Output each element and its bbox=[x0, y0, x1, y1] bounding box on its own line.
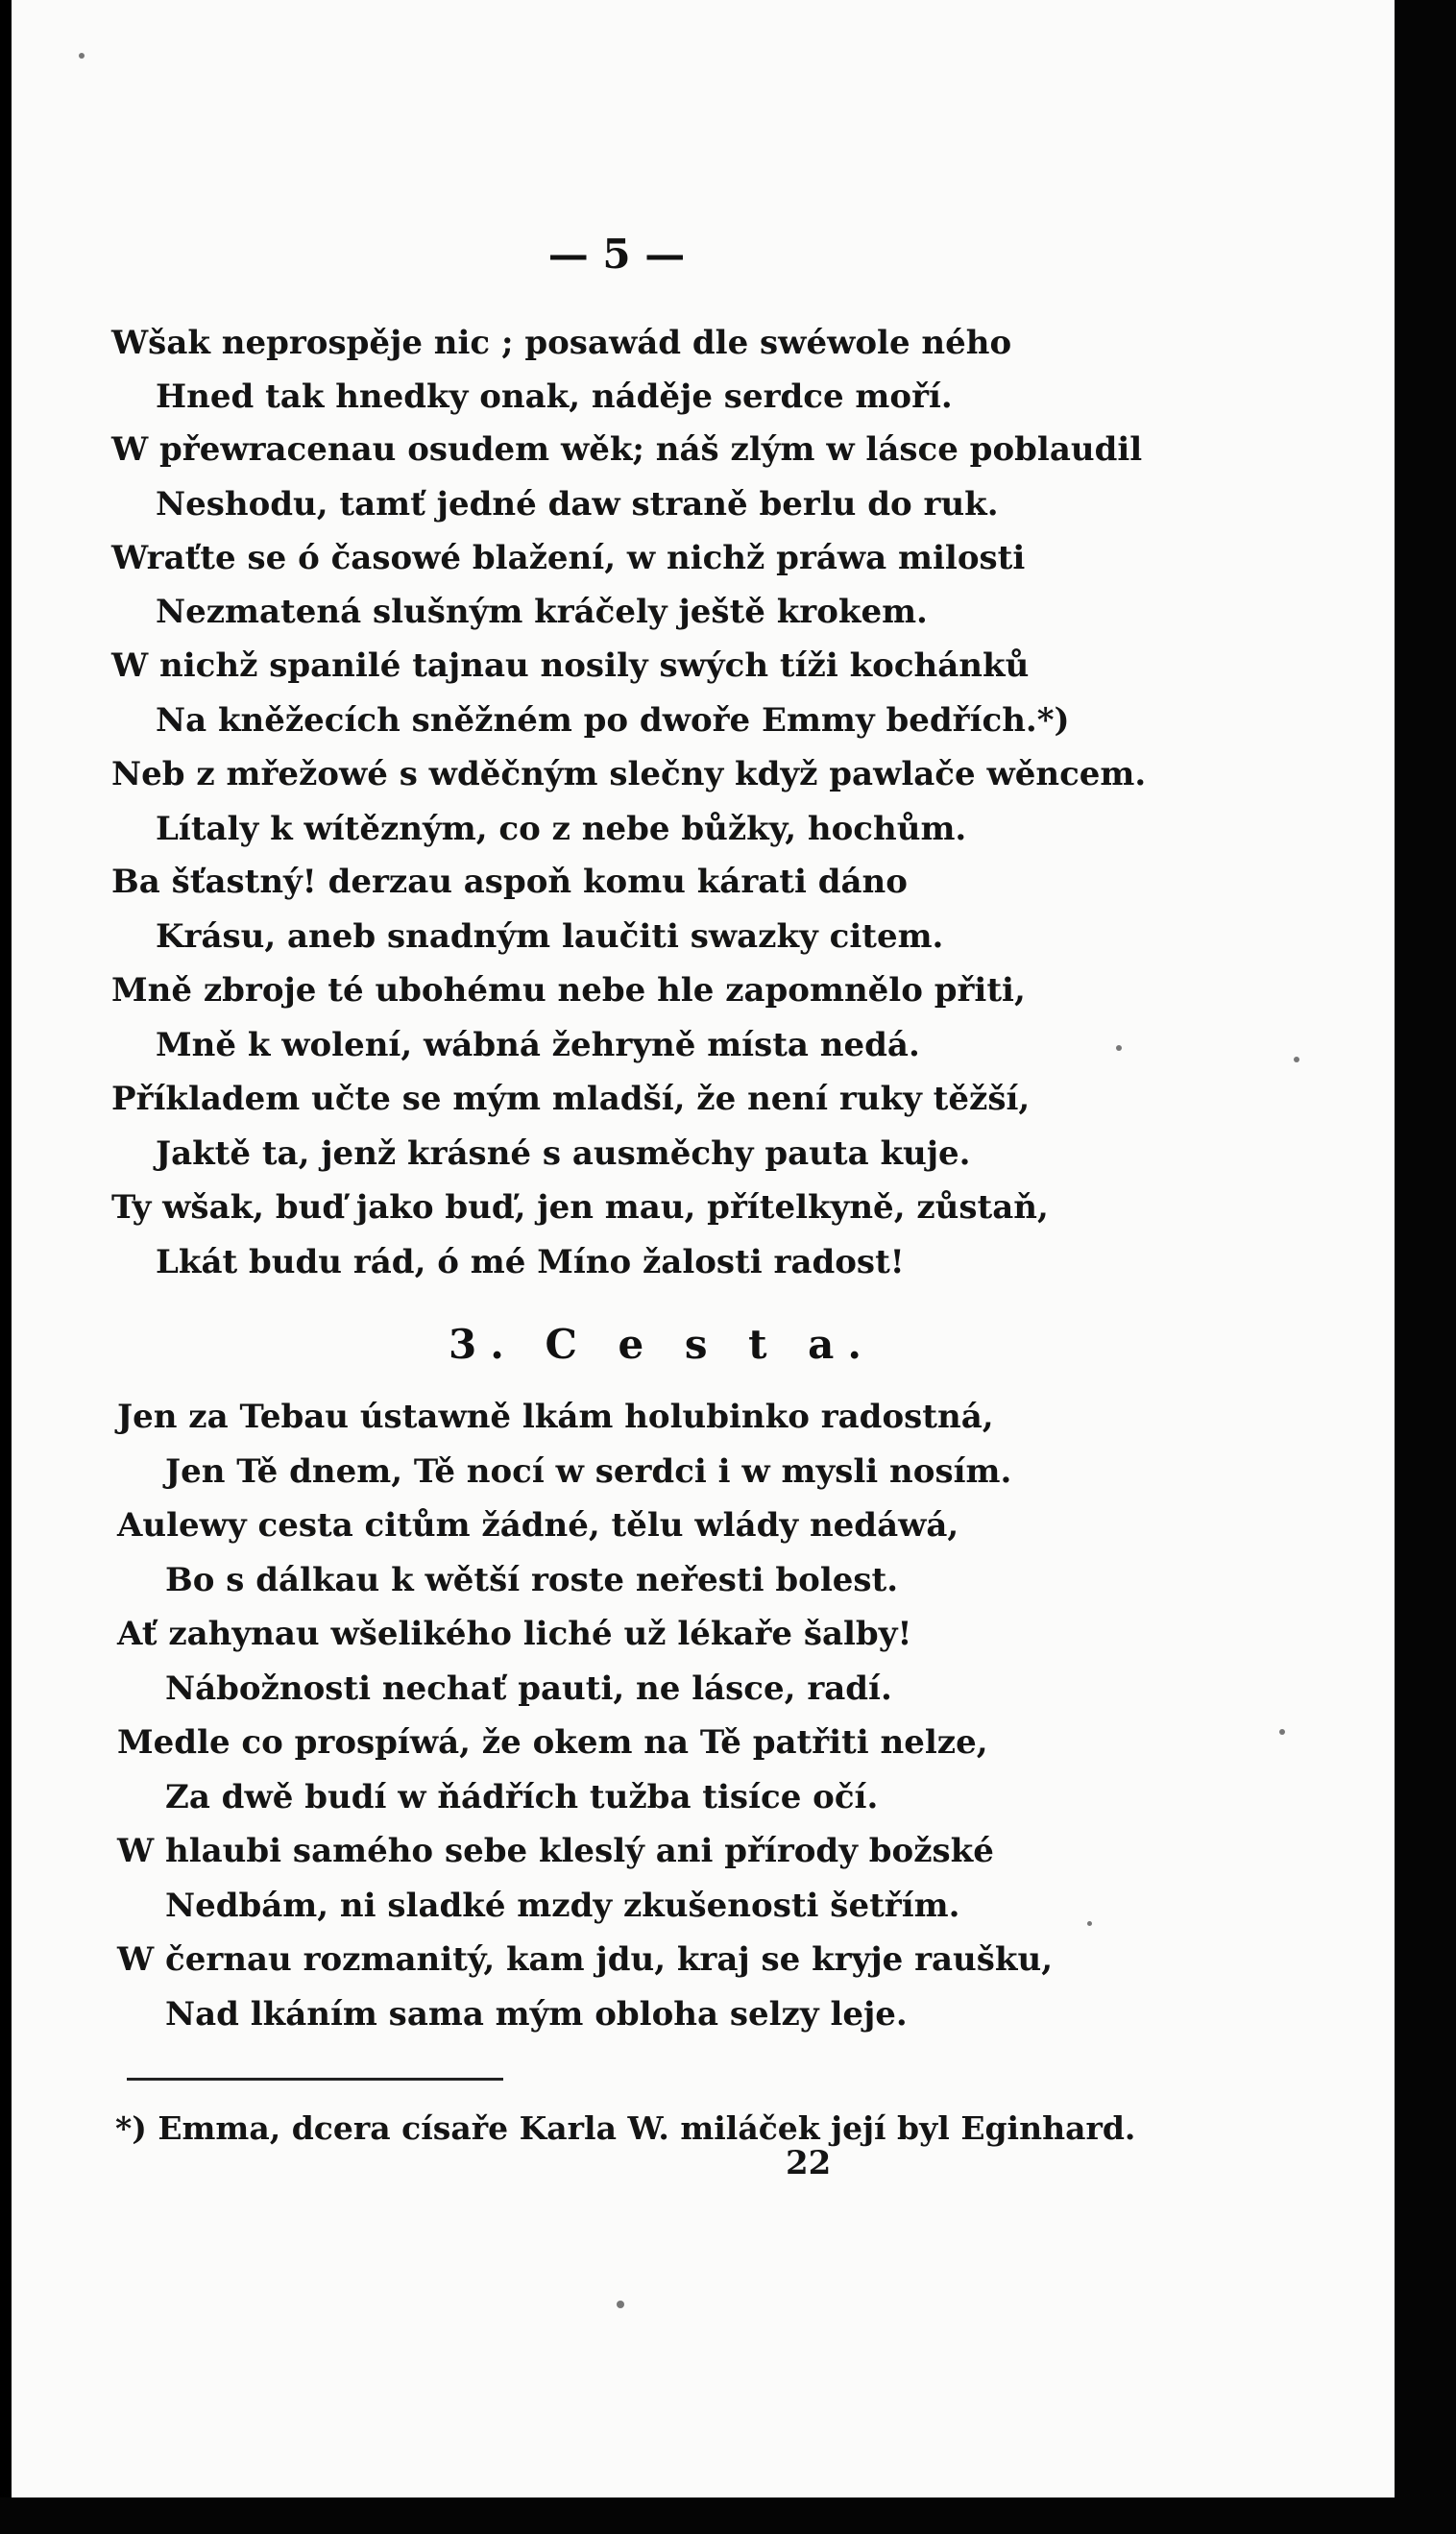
poem-line: Nábožnosti nechať pauti, ne lásce, radí. bbox=[165, 1669, 892, 1708]
poem-line: Medle co prospíwá, že okem na Tě patřiti nelze, bbox=[117, 1723, 988, 1762]
page-speck bbox=[1294, 1057, 1299, 1062]
poem-line: Neshodu, tamť jedné daw straně berlu do ruk. bbox=[156, 485, 999, 524]
poem-line: Za dwě budí w ňádřích tužba tisíce očí. bbox=[165, 1778, 879, 1816]
poem-line: Ať zahynau wšelikého liché už lékaře šalby! bbox=[117, 1615, 912, 1653]
page-edge bbox=[1395, 0, 1456, 2534]
poem-line: Ty wšak, buď jako buď, jen mau, přítelkyně, zůstaň, bbox=[111, 1188, 1049, 1227]
section-heading: 3. C e s t a. bbox=[449, 1321, 875, 1368]
poem-line: Krásu, aneb snadným laučiti swazky citem. bbox=[156, 917, 944, 956]
poem-line: Wraťte se ó časowé blažení, w nichž práwa milosti bbox=[111, 539, 1026, 577]
page-speck bbox=[79, 53, 85, 59]
page-speck bbox=[1116, 1045, 1122, 1051]
poem-line: Jen Tě dnem, Tě nocí w serdci i w mysli nosím. bbox=[165, 1452, 1012, 1491]
poem-line: Hned tak hnedky onak, náděje serdce moří. bbox=[156, 378, 953, 416]
poem-line: Příkladem učte se mým mladší, že není ruky těžší, bbox=[111, 1080, 1031, 1118]
poem-line: Nad lkáním sama mým obloha selzy leje. bbox=[165, 1995, 908, 2034]
poem-line: W hlaubi samého sebe kleslý ani přírody božské bbox=[117, 1832, 994, 1870]
poem-line: Nedbám, ni sladké mzdy zkušenosti šetřím. bbox=[165, 1887, 960, 1925]
footnote: *) Emma, dcera císaře Karla W. miláček její byl Eginhard. bbox=[115, 2109, 1136, 2147]
poem-line: W nichž spanilé tajnau nosily swých tíži kochánků bbox=[111, 646, 1030, 685]
poem-line: Mně k wolení, wábná žehryně místa nedá. bbox=[156, 1026, 920, 1064]
poem-line: Na kněžecích sněžném po dwoře Emmy bedřích.*) bbox=[156, 701, 1070, 740]
poem-line: Jaktě ta, jenž krásné s ausměchy pauta kuje. bbox=[156, 1134, 971, 1173]
footnote-rule bbox=[127, 2078, 503, 2081]
poem-line: Lkát budu rád, ó mé Míno žalosti radost! bbox=[156, 1243, 905, 1281]
poem-line: Jen za Tebau ústawně lkám holubinko radostná, bbox=[117, 1398, 994, 1436]
poem-line: Mně zbroje té ubohému nebe hle zapomnělo přiti, bbox=[111, 971, 1026, 1010]
poem-line: Neb z mřežowé s wděčným slečny když pawlače wěncem. bbox=[111, 755, 1147, 793]
poem-line: W přewracenau osudem wěk; náš zlým w lásce poblaudil bbox=[111, 430, 1143, 469]
poem-line: Aulewy cesta citům žádné, tělu wlády nedáwá, bbox=[117, 1506, 959, 1545]
page-number: — 5 — bbox=[547, 231, 686, 278]
signature-mark: 22 bbox=[786, 2144, 832, 2182]
poem-line: Lítaly k wítězným, co z nebe bůžky, hochům. bbox=[156, 810, 967, 848]
poem-line: Wšak neprospěje nic ; posawád dle swéwole ného bbox=[111, 324, 1012, 362]
poem-line: Nezmatená slušným kráčely ještě krokem. bbox=[156, 593, 928, 631]
page-edge bbox=[0, 2497, 1456, 2534]
book-page bbox=[12, 0, 1395, 2497]
page-speck bbox=[617, 2301, 624, 2308]
poem-line: Bo s dálkau k wětší roste neřesti bolest. bbox=[165, 1561, 899, 1599]
page-speck bbox=[1279, 1729, 1285, 1735]
page-speck bbox=[1087, 1921, 1092, 1926]
poem-line: Ba šťastný! derzau aspoň komu kárati dáno bbox=[111, 863, 908, 901]
poem-line: W černau rozmanitý, kam jdu, kraj se kryje raušku, bbox=[117, 1940, 1054, 1979]
